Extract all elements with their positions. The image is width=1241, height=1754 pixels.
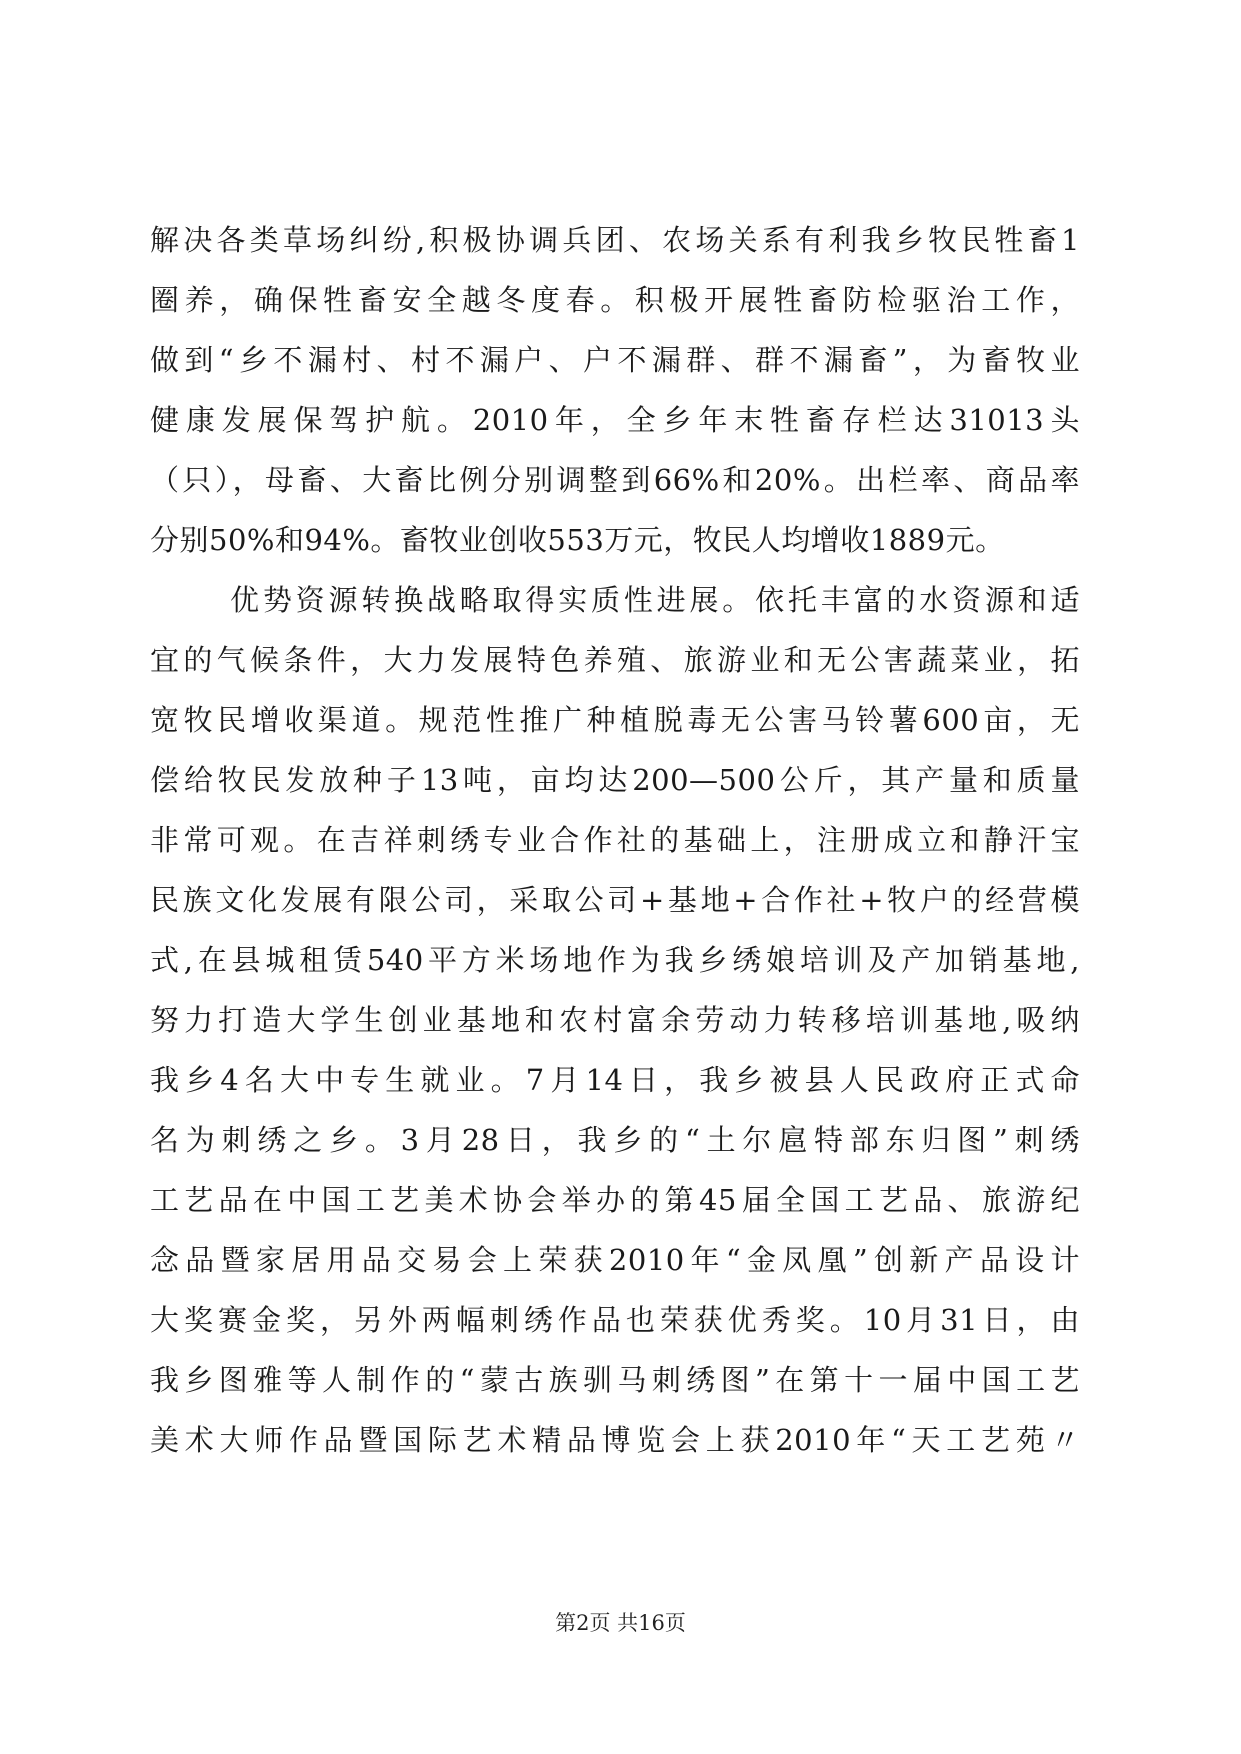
- text-line: 健康发展保驾护航。2010年，全乡年末牲畜存栏达31013头: [150, 403, 1080, 437]
- page-number-footer: 第2页 共16页: [555, 1611, 686, 1635]
- text-line: 我乡图雅等人制作的“蒙古族驯马刺绣图”在第十一届中国工艺: [150, 1363, 1080, 1397]
- text-line: 宽牧民增收渠道。规范性推广种植脱毒无公害马铃薯600亩，无: [150, 703, 1080, 737]
- text-line: 念品暨家居用品交易会上荣获2010年“金凤凰”创新产品设计: [150, 1243, 1080, 1277]
- text-line: 努力打造大学生创业基地和农村富余劳动力转移培训基地,吸纳: [150, 1003, 1080, 1037]
- text-line: 民族文化发展有限公司，采取公司+基地+合作社+牧户的经营模: [150, 883, 1080, 917]
- text-line: 偿给牧民发放种子13吨，亩均达200—500公斤，其产量和质量: [150, 763, 1080, 797]
- text-line: （只），母畜、大畜比例分别调整到66%和20%。出栏率、商品率: [150, 463, 1080, 497]
- text-line: 美术大师作品暨国际艺术精品博览会上获2010年“天工艺苑〃: [150, 1423, 1080, 1457]
- text-line: 分别50%和94%。畜牧业创收553万元，牧民人均增收1889元。: [150, 523, 1005, 557]
- text-line: 做到“乡不漏村、村不漏户、户不漏群、群不漏畜”，为畜牧业: [150, 343, 1080, 377]
- paragraph-start-line: 优势资源转换战略取得实质性进展。依托丰富的水资源和适: [230, 583, 1080, 617]
- text-line: 工艺品在中国工艺美术协会举办的第45届全国工艺品、旅游纪: [150, 1183, 1080, 1217]
- text-line: 圈养，确保牲畜安全越冬度春。积极开展牲畜防检驱治工作，: [150, 283, 1080, 317]
- text-line: 式,在县城租赁540平方米场地作为我乡绣娘培训及产加销基地,: [150, 943, 1080, 977]
- text-line: 我乡4名大中专生就业。7月14日，我乡被县人民政府正式命: [150, 1063, 1080, 1097]
- text-line: 名为刺绣之乡。3月28日，我乡的“土尔扈特部东归图”刺绣: [150, 1123, 1080, 1157]
- text-line: 大奖赛金奖，另外两幅刺绣作品也荣获优秀奖。10月31日，由: [150, 1303, 1080, 1337]
- text-line: 宜的气候条件，大力发展特色养殖、旅游业和无公害蔬菜业，拓: [150, 643, 1080, 677]
- text-line: 解决各类草场纠纷,积极协调兵团、农场关系有利我乡牧民牲畜1: [150, 223, 1080, 257]
- text-line: 非常可观。在吉祥刺绣专业合作社的基础上，注册成立和静汗宝: [150, 823, 1080, 857]
- body-text: [150, 210, 1080, 1470]
